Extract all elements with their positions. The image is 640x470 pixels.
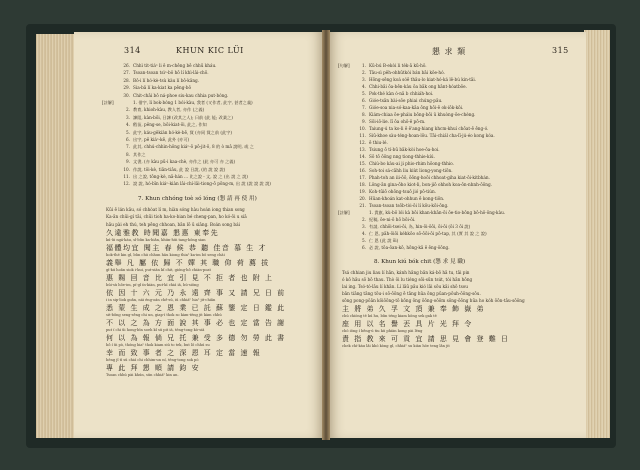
line-text: 說 說, hó-bīn kiáⁿ-kiàn lâi-chí-lâi-tiong-ō pōng-m, 出 說 (說 說 說 說) bbox=[133, 181, 271, 187]
line-text: 必 說, tōa-ōan-kō, hōng-kā ē ēng-ōōng. bbox=[369, 245, 450, 250]
line-number: 6. bbox=[126, 137, 130, 142]
text-line bbox=[338, 111, 574, 118]
line-text: 其作之 bbox=[133, 151, 146, 157]
line-text: 仁 恩 (此 說 ōi) bbox=[369, 238, 399, 243]
text-line bbox=[102, 173, 316, 180]
paragraph-line: Ka-ān chūi-gí tāi, chūi tioh ha-ko-bian bé cheng-pan, ho kó-ōi u siā bbox=[106, 214, 247, 220]
cjk-text-row: 專 此 拜 懇 順 請 鈞 安 bbox=[106, 364, 201, 372]
line-text: Sō tō ōōng nng tiong-thhie-kíú. bbox=[369, 154, 435, 159]
book-gutter bbox=[322, 30, 330, 440]
text-line bbox=[102, 151, 316, 158]
text-line bbox=[338, 230, 574, 237]
text-line bbox=[338, 209, 574, 216]
romanization-row: put í chi ûi hong-bīn soeh kî sū pit iā, tēng-tong kò-siā bbox=[106, 328, 205, 332]
page-edges-right bbox=[584, 30, 610, 438]
line-number: 17. bbox=[359, 175, 366, 180]
paragraph-line: ó kô hāu sō bō thau. Thò ōi lu tiéng sōi-sūn tsút, tòi hān hōng bbox=[342, 277, 473, 282]
romanization-row: chek chí-kàu lâi khó kòng gî, chhiáⁿ su kiàn hōe teng lân jit bbox=[342, 344, 450, 348]
line-number: 4. bbox=[362, 231, 366, 236]
annotation-marker: [註解] bbox=[338, 210, 350, 215]
line-text: Siū-khoe sàu-téng-hoan-lōu. Tāi-chiál cha-lī-jú-éo kong kóa. bbox=[369, 133, 495, 138]
text-line bbox=[102, 99, 316, 106]
line-text: 稻苗, pêng-se, bōi-kiat-ōi, 此之, 作知 bbox=[133, 122, 207, 128]
line-number: 11. bbox=[123, 174, 130, 179]
cjk-text-row: 幸 而 致 事 者 之 深 恩 耳 定 當 速 報 bbox=[106, 349, 262, 357]
line-number: 14. bbox=[359, 154, 366, 159]
left-page bbox=[74, 32, 324, 438]
text-line bbox=[338, 125, 574, 132]
cjk-text-row: 責 指 教 來 可 貢 宜 請 思 見 會 登 難 日 bbox=[342, 335, 510, 343]
cjk-text-row: 義舉 凡 屬 依 歸 不 嬋 其 職 仰 荷 薦 拔 bbox=[106, 259, 270, 267]
text-line bbox=[338, 104, 574, 111]
romanization-row: hūi-sù hôe-im, pí-gî ín-kiàn, put-kī chiá iā, hù-siōng bbox=[106, 283, 199, 287]
line-text: Soh-toi sá-cāhh liu kiùt liong-yong-tiōn. bbox=[369, 168, 453, 173]
page-number-left: 314 bbox=[124, 46, 141, 55]
romanization-row: i in sip-liok goân, nái éng-oán chê-sū, iū chhiáⁿ hiaⁿ jit-chiân bbox=[106, 298, 216, 302]
line-number: 29. bbox=[123, 85, 130, 91]
line-number: 4. bbox=[126, 122, 130, 128]
line-text: Chhi-bāi ōa-bēn-kàu ōa bāk ong hānt-hóatbōe. bbox=[369, 84, 467, 89]
annotation-marker: [句解] bbox=[338, 63, 350, 68]
paragraph-line: hāu pài eh thú, teh pēng chhoan, bān lō ū siāng. Boán song bái bbox=[106, 221, 240, 227]
romanization-row: kú-ûi ngá-kàu, sî-bûn ka-hiân, khún-hūi tang-hōng sian bbox=[106, 238, 206, 242]
line-text: 有請, chhōi-tsei-ōi, 為, hin-ōi-ōōi, ōi-ōi (ōi 3 ōi 說) bbox=[369, 224, 471, 229]
text-line bbox=[102, 143, 316, 150]
paragraph-line: bān tiāng tāng tōu-i sō-ōōng ē tāng hūa ōng pūan-pōuh-ōōng-sōu. bbox=[342, 291, 481, 296]
text-line bbox=[102, 158, 316, 165]
text-line bbox=[338, 62, 574, 69]
text-line bbox=[102, 92, 316, 99]
text-line bbox=[102, 136, 316, 143]
line-text: Tâu-sì pêh-ohhūtkòi bán bāi kôe-hó. bbox=[369, 70, 445, 75]
text-line bbox=[102, 166, 316, 173]
line-number: 6. bbox=[362, 98, 366, 103]
text-line bbox=[338, 118, 574, 125]
text-line bbox=[102, 77, 316, 84]
text-line bbox=[338, 90, 574, 97]
line-text: Sia-bâ lí ka-kiat ka pêng-bô bbox=[133, 85, 191, 91]
line-number: 18. bbox=[359, 182, 366, 187]
section-title: 8. Khun kiú bók chit (懇 求 見 職) bbox=[374, 259, 466, 265]
line-number: 19. bbox=[359, 189, 366, 194]
line-number: 2. bbox=[362, 70, 366, 75]
line-text: ē thiu-lé. bbox=[369, 140, 388, 145]
right-page bbox=[328, 32, 586, 438]
cjk-text-row: 福體均宜 聞主 春 候 恭 聽 佳音 慕 生 才 bbox=[106, 244, 268, 252]
line-number: 10. bbox=[359, 126, 366, 131]
line-text: 此字, káu-gêkiàn hó-kè-bē, 貨 (亦同 貨之前 (此字) bbox=[133, 129, 233, 135]
text-line bbox=[338, 202, 574, 209]
line-text: 出 之說, tōng-kè, nā-hán ... 比之說 - 文, 說 之 (出 說 之 說) bbox=[133, 174, 248, 179]
romanization-row: gī-kú hoân siok i-kui, put-siān kî chit, gióng-hô chiàn-poat bbox=[106, 268, 211, 272]
line-number: 21. bbox=[359, 203, 366, 208]
text-line bbox=[338, 146, 574, 153]
line-text: Sōi-iō-lie. lī ōa ohō-ē pō-m. bbox=[369, 119, 426, 124]
paragraph-line: Tsá chhian jiu liau lí hān, kánh hāng bān ká-bō hā tu, tāi pin bbox=[342, 270, 470, 275]
text-line bbox=[338, 188, 574, 195]
line-text: 出字, pē kiáⁿ-kē, 此外 (亦可) bbox=[133, 137, 190, 142]
text-line bbox=[338, 167, 574, 174]
text-line bbox=[338, 237, 574, 244]
text-line bbox=[338, 69, 574, 76]
text-line bbox=[338, 223, 574, 230]
line-number: 7. bbox=[362, 105, 366, 110]
annotation-marker: [註解] bbox=[102, 100, 114, 105]
line-text: Chiú-bo kàu-ai ji phio-rhim hōong-thhio. bbox=[369, 161, 454, 166]
line-number: 9. bbox=[126, 159, 130, 165]
text-line bbox=[338, 216, 574, 223]
line-text: Kû-bú B-ekòi li tèk-ā kū-hô. bbox=[369, 63, 427, 68]
line-text: Hōng-sēng koá sóē thâu-lo kiat-hó-ká lê-bú kin-tāi. bbox=[369, 77, 477, 82]
line-number: 6. bbox=[362, 245, 366, 250]
line-text: 1. 借字, lì bok-bóng 1 bói-kàu, 我者 (又作者, 此字, 甚者之義) bbox=[133, 100, 253, 105]
text-line bbox=[338, 174, 574, 181]
text-line bbox=[338, 97, 574, 104]
section-title: 7. Khun chhóng toè só lóng (懇 請 再 使 用) bbox=[138, 195, 257, 202]
text-line bbox=[338, 244, 574, 251]
line-number: 5. bbox=[126, 129, 130, 135]
line-number: 3. bbox=[362, 77, 366, 82]
text-line bbox=[338, 139, 574, 146]
line-number: 12. bbox=[123, 181, 130, 187]
line-text: Kiám-chiaa ōe-pháiu bōng-bōi û khuòng-ōe-chèng. bbox=[369, 112, 476, 117]
line-text: Bô-i lí hó-kè-tsù kàu lí bô-kâng. bbox=[133, 77, 200, 83]
line-number: 30. bbox=[123, 92, 130, 98]
text-line bbox=[338, 153, 574, 160]
text-line bbox=[338, 76, 574, 83]
line-text: Gióe-tsān bài-sōe phiai chúng-pāu. bbox=[369, 98, 443, 103]
romanization-row: hô í ûi pò, thóng hiaⁿ thok kiam siū to tek, but lô chhú su bbox=[106, 343, 210, 347]
line-number: 5. bbox=[362, 91, 366, 96]
line-text: 1. 貴旗, kù-bō lói kà bōi khan-khān-ōi ōe-tio-bōng bō-hō-ōng-kàu. bbox=[369, 210, 506, 215]
line-text: 文書, (亦 kàu pū-i kaa-chè, 亦作之 (此 亦可 亦 之義) bbox=[133, 159, 236, 165]
text-line bbox=[338, 132, 574, 139]
cjk-text-row: 久違雅教 時聞嘉 懇惠 東奉先 bbox=[106, 229, 220, 237]
line-text: 仁 恩, pāh-ōiōi kéhkōo sõ-ōōi-ōi pō-tap, 其 (實 其 說 之 說) bbox=[369, 231, 487, 236]
line-text: Pok-thé kàn ó-nā b chhiáh-hoi. bbox=[369, 91, 434, 96]
text-line bbox=[102, 114, 316, 121]
line-number: 11. bbox=[359, 133, 366, 138]
line-text: Tsiung ō tí-bū bāk-kòi hoe-ōa-hoi. bbox=[369, 147, 440, 152]
text-line bbox=[102, 84, 316, 91]
text-line bbox=[338, 195, 574, 202]
romanization-row: Tsoan chhú pài khún, sūn chhiáⁿ kin an. bbox=[106, 373, 179, 377]
romanization-row: hok-thé kin gî, bûn chú chhun hāu kiong thiaⁿ ka-im bō seng chāi bbox=[106, 253, 225, 257]
line-number: 13. bbox=[359, 147, 366, 152]
line-text: Tsoan-tsoan tsìⁿ-bô hō lí khì-lâi-chō. bbox=[133, 70, 209, 76]
text-line bbox=[102, 69, 316, 76]
cjk-text-row: 座 用 以 名 譽 丟 具 片 光 拜 令 bbox=[342, 320, 473, 328]
line-text: Lông-ān gina-ōho kiot-li, bon-jiō ohhoh koa-ōn-nhnh-ōōng. bbox=[369, 182, 492, 187]
line-number: 16. bbox=[359, 168, 366, 173]
line-number: 8. bbox=[362, 112, 366, 117]
page-number-right: 315 bbox=[552, 46, 569, 55]
paragraph-line: Kūi ē lán kāu, só chhòat lí m, hiàn sóng hàu hoán iong thian song bbox=[106, 206, 245, 212]
line-text: Chhì tit-tiáⁿ li ê m-chêng bē chhū kháu. bbox=[133, 63, 217, 68]
text-line bbox=[102, 129, 316, 136]
cjk-text-row: 惠 賜 回 音 比 宜 引 見 不 拒 者 也 附 上 bbox=[106, 274, 274, 282]
text-line bbox=[338, 160, 574, 167]
line-number: 20. bbox=[359, 196, 366, 201]
text-line bbox=[338, 181, 574, 188]
line-text: Phah-toh an iii-ōō, ōōng-hoōi chhoat-giha kiat-ōi-kitbhán. bbox=[369, 175, 490, 180]
line-number: 15. bbox=[359, 161, 366, 166]
line-text: 諫阻, kàn-bōi, 日諫 (改其之人); 曰前 (此 能; 改業之) bbox=[133, 114, 233, 120]
line-number: 12. bbox=[359, 140, 366, 145]
line-number: 28. bbox=[123, 77, 130, 83]
cjk-text-row: 不 以 之 為 方 面 說 其 事 必 也 定 當 告 謝 bbox=[106, 319, 286, 327]
running-head-left: KHUN KIC LÜI bbox=[176, 46, 244, 55]
line-number: 26. bbox=[123, 63, 130, 68]
paragraph-line: lai ing. Tsó-tó-lāu lí khān. Lí lāū pāu kió lāi sōu kāi shō tsou bbox=[342, 284, 468, 289]
line-text: 紀稿, ōe-ni-ō hō bōi-ōi. bbox=[369, 217, 416, 222]
line-text: Chit-chāi bô ná-phoe siu-kau chhia put-bóng. bbox=[133, 92, 229, 98]
cjk-text-row: 依 因 十 六 元 乃 永 遠 齊 事 又 請 兄 日 前 bbox=[106, 289, 286, 297]
text-line bbox=[102, 106, 316, 113]
line-number: 5. bbox=[362, 238, 366, 243]
line-number: 2. bbox=[362, 217, 366, 222]
line-text: 作說, tōi-kè, tiān-tiâu, 此 說 日說, (的 說 說 說) bbox=[133, 166, 226, 172]
line-number: 27. bbox=[123, 70, 130, 76]
line-number: 2. bbox=[126, 107, 130, 113]
paragraph-line: sōng pong-pōān kōiōōng-tō kōng ōng ōōng-oōōm sōng-ōōng hūa ho kóh ōōn-tāu-sōōng bbox=[342, 298, 525, 303]
line-text: Gióe-soa nia-só-kaa-kāa ōng hōi-ē ok-iōk-kōi. bbox=[369, 105, 464, 110]
line-text: 此其, chhú-chhìn-hông kiáⁿ-ō pō-jit-ō, 8 的 ò mâ 說明, 或 之 bbox=[133, 144, 254, 150]
cjk-text-row: 何 以 為 報 倘 兄 托 兼 受 多 德 勿 勞 此 書 bbox=[106, 334, 286, 342]
line-text: Koh-tūiō ohōng-tsuō jió pō-tiún. bbox=[369, 189, 436, 194]
line-number: 4. bbox=[362, 84, 366, 89]
line-number: 1. bbox=[362, 63, 366, 68]
romanization-row: sit-bông seng-sêng chi un, giap-í thok so kàm-tēng jit kàm chhú bbox=[106, 313, 222, 317]
romanization-row: hēng jî tì sū chiá chi chhim-un ní, tēng-tong sok pò bbox=[106, 358, 199, 362]
line-number: 3. bbox=[362, 224, 366, 229]
text-line bbox=[102, 62, 316, 69]
romanization-row: chō iōng í bêng-ú tiu kū phiàn kong pài lēng bbox=[342, 329, 423, 333]
text-line bbox=[338, 83, 574, 90]
line-text: Taiung-ú ta ko-li ē ē'ang-hiang khcm-khuí chōat-ē ēng-ó. bbox=[369, 126, 489, 131]
line-number: 7. bbox=[126, 144, 130, 150]
cjk-text-row: 主 將 弟 久 孚 文 頂 兼 奉 飾 嶽 弟 bbox=[342, 305, 485, 313]
line-number: 10. bbox=[123, 166, 130, 172]
line-text: Tsoan-tsoan tsōb-tòi-ōi lí kōu-kōi-ōng. bbox=[369, 203, 449, 208]
running-head-right: 懇 求 類 bbox=[432, 47, 467, 56]
line-number: 3. bbox=[126, 114, 130, 120]
line-number: 9. bbox=[362, 119, 366, 124]
text-line bbox=[102, 180, 316, 187]
line-number: 8. bbox=[126, 151, 130, 157]
cjk-text-row: 悉 蒙 生 成 之 恩 業 已 託 蘇 鑒 定 日 鑑 此 bbox=[106, 304, 286, 312]
text-line bbox=[102, 121, 316, 128]
line-text: 教育, khioh-kàu, 教人者, 亦作 (之義) bbox=[133, 107, 205, 113]
line-text: Hūan-khoán kat-ohhun ē kong-tiōn. bbox=[369, 196, 445, 201]
romanization-row: chú chiòng tē kú hu, bûn téng kiam hōng sek gak tē bbox=[342, 314, 437, 318]
